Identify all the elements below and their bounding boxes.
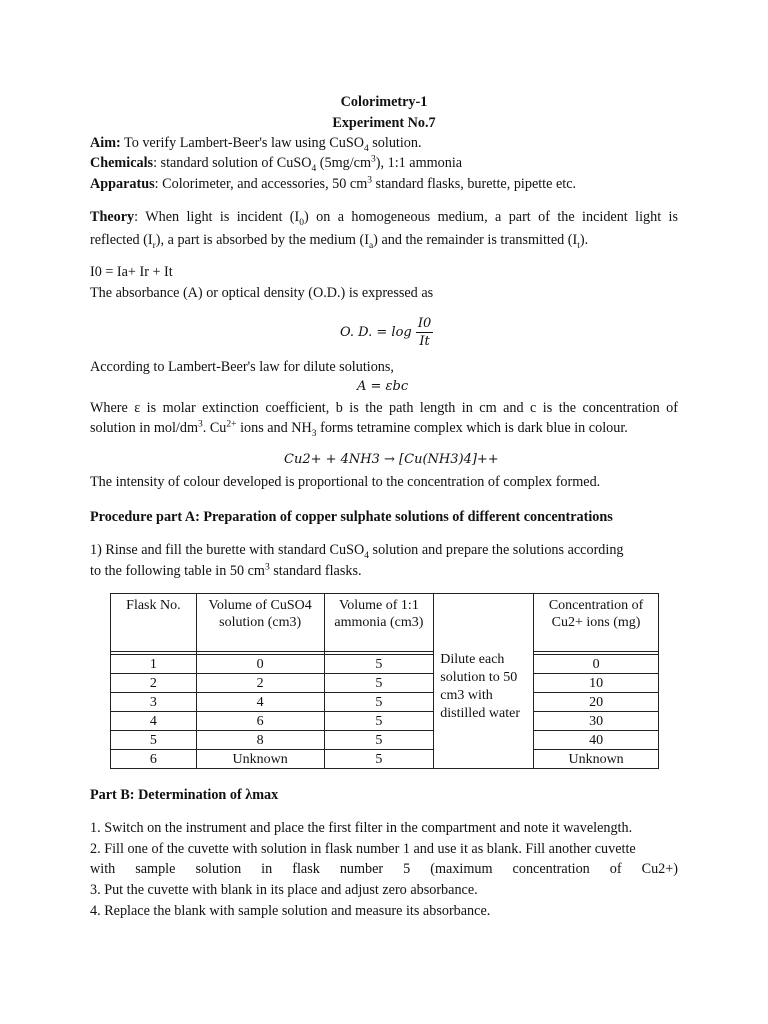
part-a-heading: Procedure part A: Preparation of copper sulphate solutions of different concentrations xyxy=(90,509,613,525)
cell-ammonia: 5 xyxy=(324,712,434,731)
table-row xyxy=(111,655,659,674)
cell-ammonia: 5 xyxy=(324,750,434,769)
cell-flask: 1 xyxy=(111,655,197,674)
where-sup-3: 3 xyxy=(198,419,203,430)
cell-flask: 5 xyxy=(111,731,197,750)
part-b-step-1: 1. Switch on the instrument and place the first filter in the compartment and note it wavelength. xyxy=(90,820,633,836)
step1-sub: 4 xyxy=(364,550,369,561)
theory-text-2a: reflected (I xyxy=(90,232,153,248)
cell-flask: 4 xyxy=(111,712,197,731)
step1-text-a: 1) Rinse and fill the burette with standard CuSO xyxy=(90,542,365,558)
part-a-step1-line1 xyxy=(90,540,624,560)
header-volume-ammonia: Volume of 1:1 ammonia (cm3) xyxy=(324,594,434,652)
aim-label: Aim: xyxy=(90,135,121,151)
chemicals-text: : standard solution of CuSO xyxy=(153,155,312,171)
intensity-statement: The intensity of colour developed is proportional to the concentration of complex formed. xyxy=(90,474,601,490)
cell-cuso4: 8 xyxy=(196,731,324,750)
chemicals-sup: 3 xyxy=(371,154,376,165)
part-b-step-3: 3. Put the cuvette with blank in its place and adjust zero absorbance. xyxy=(90,882,478,898)
aim-sub: 4 xyxy=(363,143,369,154)
cell-flask: 3 xyxy=(111,693,197,712)
part-b-step-2: 2. Fill one of the cuvette with solution in flask number 1 and use it as blank. Fill another cuvette xyxy=(90,841,636,857)
apparatus-label: Apparatus xyxy=(90,176,155,192)
theory-text-2c: ) and the remainder is transmitted (I xyxy=(373,232,578,248)
step2-text-a: to the following table in 50 cm xyxy=(90,563,265,579)
cell-conc: 30 xyxy=(534,712,659,731)
chemicals-label: Chemicals xyxy=(90,155,154,171)
cell-cuso4: 2 xyxy=(196,674,324,693)
cell-conc: 20 xyxy=(534,693,659,712)
aim-line xyxy=(90,133,422,153)
od-lhs: O. D. = log xyxy=(340,325,412,340)
chemicals-line xyxy=(90,153,462,173)
where-text-a: solution in mol/dm xyxy=(90,420,198,436)
theory-text-2b: ), a part is absorbed by the medium (I xyxy=(155,232,369,248)
cell-ammonia: 5 xyxy=(324,674,434,693)
theory-text-2d: ). xyxy=(579,232,589,248)
lambert-beer-intro: According to Lambert-Beer's law for dilute solutions, xyxy=(90,359,394,375)
where-text-c: ions and NH xyxy=(236,420,312,436)
part-b-heading: Part B: Determination of λmax xyxy=(90,787,279,803)
table-row xyxy=(111,693,659,712)
step2-text-b: standard flasks. xyxy=(269,563,362,579)
where-text-d: forms tetramine complex which is dark blue in colour. xyxy=(316,420,628,436)
header-volume-cuso4: Volume of CuSO4 solution (cm3) xyxy=(196,594,324,652)
absorbance-definition: The absorbance (A) or optical density (O.D.) is expressed as xyxy=(90,285,434,301)
apparatus-line xyxy=(90,174,576,194)
where-line-1: Where ε is molar extinction coefficient, b is the path length in cm and c is the concentration of xyxy=(90,400,678,416)
apparatus-text: : Colorimeter, and accessories, 50 cm xyxy=(154,176,368,192)
table-row xyxy=(111,731,659,750)
theory-text-1b: ) on a homogeneous medium, a part of the incident light is xyxy=(304,209,679,225)
theory-line-2 xyxy=(90,230,588,250)
chemicals-text-b: (5mg/cm xyxy=(316,155,372,171)
od-fraction xyxy=(416,315,433,350)
part-b-step-2-cont: with sample solution in flask number 5 (maximum concentration of Cu2+) xyxy=(90,861,678,877)
theory-label: Theory xyxy=(90,209,135,225)
cell-cuso4: 0 xyxy=(196,655,324,674)
intensity-sum-equation: I0 = Ia+ Ir + It xyxy=(90,264,173,280)
table-row xyxy=(111,750,659,769)
apparatus-sup: 3 xyxy=(367,175,372,186)
theory-sub-r: r xyxy=(152,240,156,251)
cell-conc: 40 xyxy=(534,731,659,750)
header-flask-no: Flask No. xyxy=(111,594,197,652)
where-line-2 xyxy=(90,418,628,438)
page-title: Colorimetry-1 xyxy=(340,94,428,110)
cell-flask: 2 xyxy=(111,674,197,693)
apparatus-text-b: standard flasks, burette, pipette etc. xyxy=(371,176,577,192)
complex-formation-equation: Cu2+ + 4NH3 → [Cu(NH3)4]++ xyxy=(284,452,499,467)
optical-density-equation xyxy=(340,315,433,350)
dilute-note: Dilute each solution to 50 cm3 with distilled water xyxy=(434,594,534,769)
beer-law-equation: A = εbc xyxy=(357,379,409,394)
cell-cuso4: 6 xyxy=(196,712,324,731)
cell-flask: 6 xyxy=(111,750,197,769)
cell-conc: 10 xyxy=(534,674,659,693)
concentration-table xyxy=(110,593,659,769)
step1-text-b: solution and prepare the solutions according xyxy=(369,542,624,558)
part-b-step-4: 4. Replace the blank with sample solution and measure its absorbance. xyxy=(90,903,491,919)
theory-line-1 xyxy=(90,207,678,227)
part-a-step1-line2 xyxy=(90,561,362,581)
experiment-number: Experiment No.7 xyxy=(332,115,436,131)
cell-conc: Unknown xyxy=(534,750,659,769)
table-header-row xyxy=(111,594,659,652)
chemicals-sub: 4 xyxy=(311,163,317,174)
header-concentration: Concentration of Cu2+ ions (mg) xyxy=(534,594,659,652)
where-sub-3: 3 xyxy=(311,428,317,439)
where-sup-2plus: 2+ xyxy=(226,419,237,430)
theory-text-1a: : When light is incident (I xyxy=(134,209,300,225)
table-row xyxy=(111,674,659,693)
cell-cuso4: 4 xyxy=(196,693,324,712)
od-numerator: I0 xyxy=(417,316,432,331)
cell-cuso4: Unknown xyxy=(196,750,324,769)
cell-ammonia: 5 xyxy=(324,655,434,674)
od-denominator: It xyxy=(419,334,430,349)
cell-ammonia: 5 xyxy=(324,731,434,750)
aim-text-end: solution. xyxy=(368,135,422,151)
chemicals-text-c: ), 1:1 ammonia xyxy=(375,155,463,171)
theory-sub-1: 0 xyxy=(299,217,305,228)
step2-sup: 3 xyxy=(264,562,270,573)
theory-sub-t: t xyxy=(577,240,580,251)
cell-ammonia: 5 xyxy=(324,693,434,712)
aim-text: To verify Lambert-Beer's law using CuSO xyxy=(120,135,364,151)
table-row xyxy=(111,712,659,731)
where-text-b: . Cu xyxy=(202,420,227,436)
theory-sub-a: a xyxy=(368,240,374,251)
cell-conc: 0 xyxy=(534,655,659,674)
